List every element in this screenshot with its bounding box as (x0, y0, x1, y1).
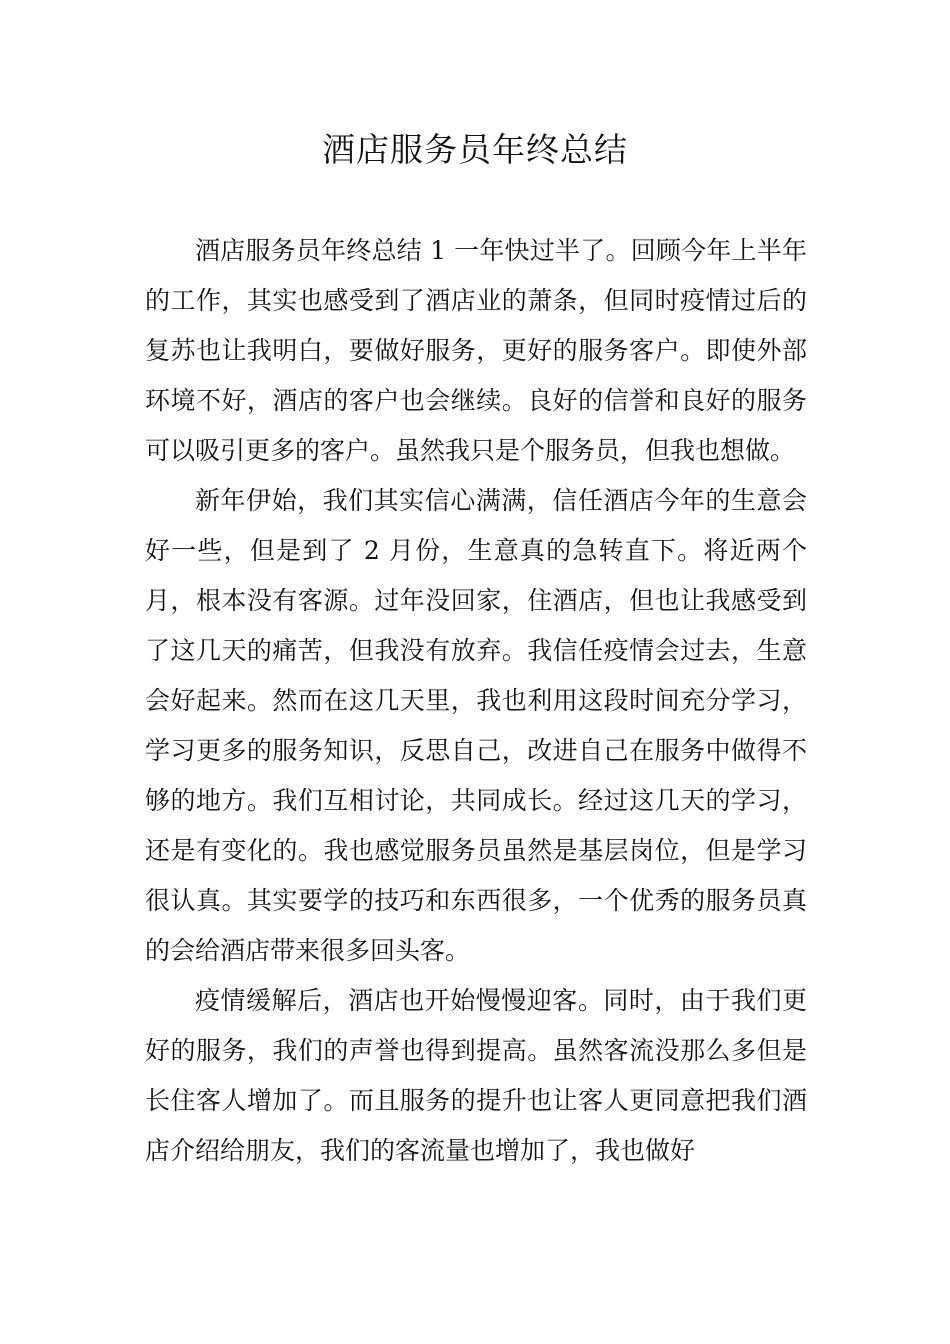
paragraph: 疫情缓解后，酒店也开始慢慢迎客。同时，由于我们更好的服务，我们的声誉也得到提高。虽然客流没那么多但是长住客人增加了。而且服务的提升也让客人更同意把我们酒店介绍给朋友，我们的客流量也增加了，我也做好 (145, 986, 807, 1165)
paragraph: 新年伊始，我们其实信心满满，信任酒店今年的生意会好一些，但是到了 2 月份，生意真的急转直下。将近两个月，根本没有客源。过年没回家，住酒店，但也让我感受到了这几天的痛苦，但我没有放弃。我信任疫情会过去，生意会好起来。然而在这几天里，我也利用这段时间充分学习，学习更多的服务知识，反思自己，改进自己在服务中做得不够的地方。我们互相讨论，共同成长。经过这几天的学习，还是有变化的。我也感觉服务员虽然是基层岗位，但是学习很认真。其实要学的技巧和东西很多，一个优秀的服务员真的会给酒店带来很多回头客。 (145, 486, 807, 965)
document-title: 酒店服务员年终总结 (322, 130, 628, 169)
document-body (145, 226, 807, 1176)
paragraph: 酒店服务员年终总结 1 一年快过半了。回顾今年上半年的工作，其实也感受到了酒店业的萧条，但同时疫情过后的复苏也让我明白，要做好服务，更好的服务客户。即使外部环境不好，酒店的客户也会继续。良好的信誉和良好的服务可以吸引更多的客户。虽然我只是个服务员，但我也想做。 (145, 236, 807, 465)
